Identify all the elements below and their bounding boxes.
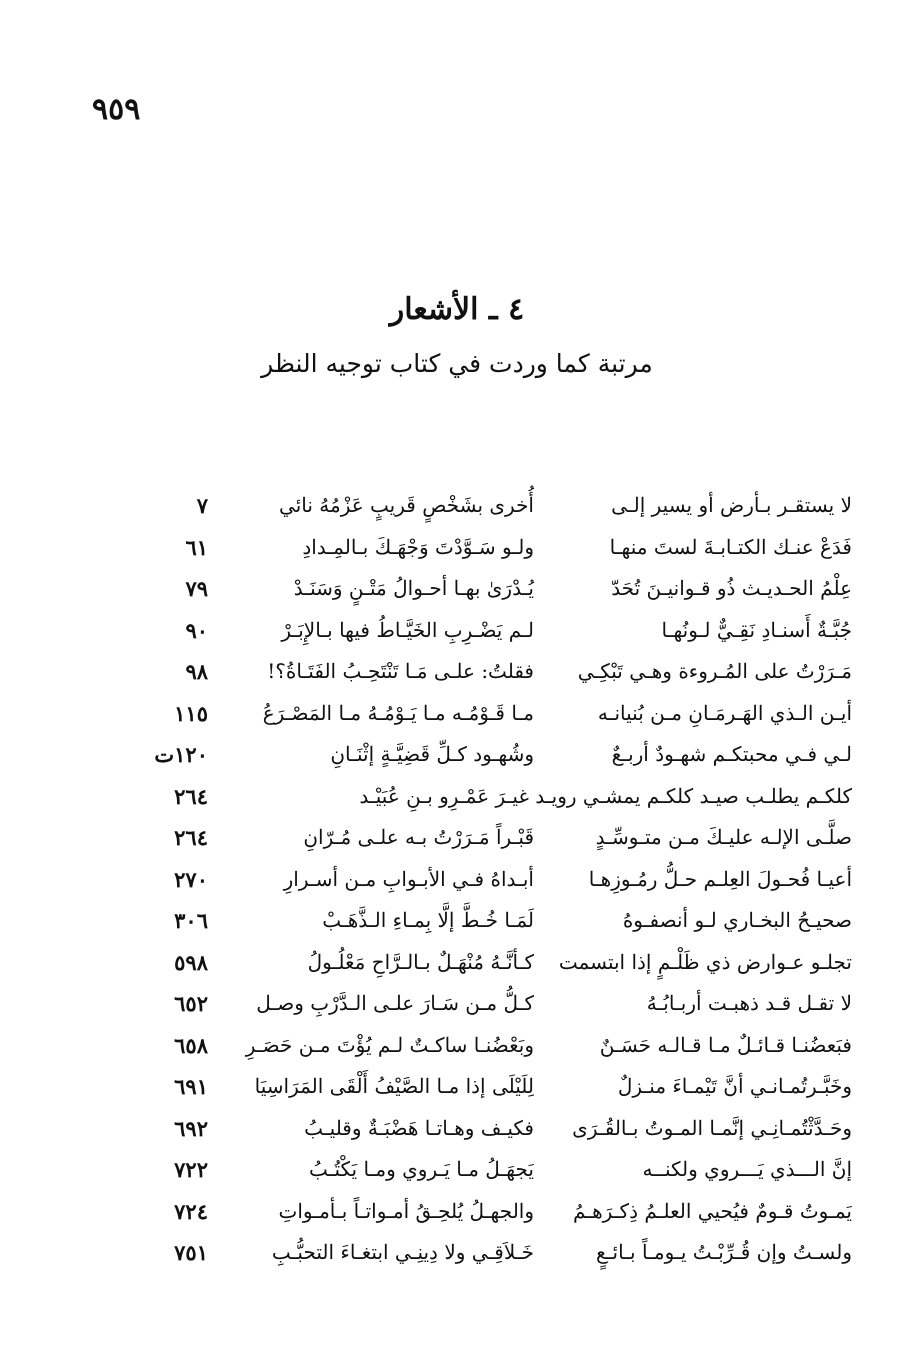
verse-page-reference: ٧٥١ <box>174 1240 208 1265</box>
verse-first-hemistich: تجلـو عـوارض ذي ظَلْـمٍ إذا ابتسمت <box>558 949 852 974</box>
verse-first-hemistich: لا تقـل قـد ذهبـت أربـابُـهُ <box>646 991 852 1015</box>
verse-second-hemistich: خَـلاَقِـي ولا دِينِـي ابتغـاءَ التحبُّـبِ <box>271 1240 534 1264</box>
verse-first-hemistich: ولسـتُ وإن قُـرِّبْـتُ يـومـاً بـائـعٍ <box>596 1240 852 1264</box>
verse-row <box>0 651 914 693</box>
verse-second-hemistich: لِلَيْلَى إذا مـا الصَّيْفُ أَلْقَى المَرَاسِيَا <box>254 1074 534 1098</box>
verse-page-reference: ٧٢٤ <box>174 1198 208 1224</box>
verse-row <box>0 1232 914 1274</box>
verse-first-hemistich: صحيـحُ البخـاري لـو أنصفـوهُ <box>622 908 852 932</box>
section-subtitle: مرتبة كما وردت في كتاب توجيه النظر <box>261 349 653 378</box>
verse-first-hemistich: أيـن الـذي الهَـرمَـانِ مـن بُنيانـه <box>597 700 852 725</box>
verse-page-reference: ٩٠ <box>185 617 208 643</box>
verse-first-hemistich: أعيـا فُحـولَ العِلـم حـلُّ رمُـوزِهـا <box>588 866 852 891</box>
verse-row <box>0 1108 914 1150</box>
verse-second-hemistich: والجهـلُ يُلحِـقُ أمـواتـاً بـأمـواتِ <box>278 1198 534 1223</box>
verse-row <box>0 817 914 859</box>
verse-first-hemistich: جُبَّـةٌ أَسنـادِ نَقِـيٌّ لـونُهـا <box>661 617 852 642</box>
verse-page-reference: ٧٢٢ <box>174 1157 208 1182</box>
verse-row <box>0 1066 914 1108</box>
verse-first-hemistich: لـي فـي محبتكـم شهـودٌ أربـعٌ <box>611 742 852 766</box>
verse-row <box>0 1149 914 1191</box>
section-heading <box>0 288 914 384</box>
verse-page-reference: ٢٦٤ <box>174 783 208 809</box>
verse-second-hemistich: لَمَـا خُـطَّ إلَّا بِمـاءِ الـذَّهَـبْ <box>322 908 534 932</box>
verse-page-reference: ١٢٠ت <box>154 742 208 767</box>
verse-first-hemistich: لا يستقـر بـأرض أو يسير إلـى <box>611 493 852 517</box>
verse-first-hemistich: فَدَعْ عنـك الكتـابـةَ لستَ منهـا <box>609 534 852 559</box>
verse-page-reference: ٩٨ <box>185 659 208 684</box>
verse-page-reference: ٢٦٤ <box>174 825 208 850</box>
verse-row <box>0 1191 914 1233</box>
verse-second-hemistich: وبَعْضُنـا ساكـتٌ لـم يُؤْتَ مـن حَصَـرِ <box>245 1032 534 1057</box>
verse-second-hemistich: وشُهـود كـلِّ قَضِيَّـةٍ إثْنَـانِ <box>330 742 534 766</box>
verse-second-hemistich: أُخرى بشَخْصٍ قَريبٍ عَزْمُهُ نائي <box>279 493 534 517</box>
verse-page-reference: ٦٥٢ <box>174 991 208 1016</box>
verse-index <box>0 485 914 1274</box>
verse-page-reference: ٢٧٠ <box>174 866 208 892</box>
verse-first-hemistich: صلَّـى الإلـه عليـكَ مـن متـوسِّـدٍ <box>595 825 852 849</box>
verse-page-reference: ٦٩١ <box>174 1074 208 1099</box>
verse-second-hemistich: لـم يَضْـرِبِ الخَيَّـاطُ فيها بـالإِبَـرْ <box>281 617 534 642</box>
verse-second-hemistich: فقلتُ: علـى مَـا تَنْتَحِـبُ الفَتَـاةُ؟! <box>267 659 534 683</box>
verse-second-hemistich: كـلُّ مـن سَـارَ علـى الـدَّرْبِ وصـل <box>256 991 534 1015</box>
verse-row <box>0 527 914 569</box>
verse-second-hemistich: يُـدْرَىٰ بهـا أحـوالُ مَتْـنٍ وَسَنَـدْ <box>293 576 534 600</box>
verse-second-hemistich: ولـو سَـوَّدْتَ وَجْهَـكَ بـالمِـدادِ <box>302 534 534 559</box>
verse-row <box>0 900 914 942</box>
verse-first-hemistich: عِلْمُ الحـديـث ذُو قـوانيـنَ تُحَدّ <box>611 576 852 600</box>
verse-row <box>0 485 914 527</box>
verse-second-hemistich: فكيـف وهـاتـا هَضْبَـةٌ وقليـبُ <box>304 1115 534 1140</box>
verse-row <box>0 693 914 735</box>
verse-row <box>0 776 914 818</box>
verse-row <box>0 942 914 984</box>
verse-page-reference: ١١٥ <box>174 700 208 726</box>
verse-page-reference: ٦١ <box>185 534 208 560</box>
section-title: ٤ ـ الأشعار <box>389 292 525 327</box>
verse-first-hemistich: وحَـدَّثْتُمـانِـي إنَّمـا المـوتُ بـالقُـرَى <box>572 1115 852 1140</box>
verse-page-reference: ٣٠٦ <box>174 908 208 933</box>
verse-first-hemistich: إنَّ الـــذي يَـــروي ولكنــه <box>642 1157 852 1181</box>
verse-page-reference: ٧ <box>196 493 208 518</box>
verse-page-reference: ٧٩ <box>185 576 208 601</box>
verse-row <box>0 610 914 652</box>
verse-row <box>0 859 914 901</box>
verse-row <box>0 734 914 776</box>
verse-row <box>0 568 914 610</box>
verse-page-reference: ٦٥٨ <box>174 1032 208 1058</box>
verse-first-hemistich: مَـرَرْتُ على المُـروءة وهـي تَبْكِـي <box>577 659 852 683</box>
verse-second-hemistich: مـا قَـوْمُـه مـا يَـوْمُـهُ مـا المَصْـرَعُ <box>262 700 534 725</box>
verse-first-hemistich: وخَبَّـرتُمـانـي أنَّ تَيْمـاءَ منـزلٌ <box>617 1074 852 1098</box>
verse-first-hemistich: يَمـوتُ قـومٌ فيُحيي العلـمُ ذِكـرَهـمُ <box>572 1198 852 1223</box>
verse-first-hemistich: فبَعضُنـا قـائـلٌ مـا قـالـه حَسَـنٌ <box>599 1032 852 1057</box>
verse-second-hemistich: يَجهَـلُ مـا يَـروي ومـا يَكْتُـبُ <box>308 1157 534 1181</box>
verse-full-line: كلكـم يطلـب صيـد كلكـم يمشـي رويـد غيـرَ عَمْـرِو بـنِ عُبَيْـد <box>359 783 852 808</box>
page-number: ٩٥٩ <box>92 92 141 127</box>
verse-row <box>0 1025 914 1067</box>
verse-page-reference: ٥٩٨ <box>174 949 208 975</box>
verse-page-reference: ٦٩٢ <box>174 1115 208 1141</box>
verse-row <box>0 983 914 1025</box>
verse-second-hemistich: أبـداهُ فـي الأبـوابِ مـن أسـرارِ <box>283 866 534 891</box>
verse-second-hemistich: كـأنَّـهُ مُنْهَـلٌ بـالـرَّاحِ مَعْلُـولُ <box>307 949 534 974</box>
verse-second-hemistich: قَبْـراً مَـرَرْتُ بـه علـى مُـرّانِ <box>303 825 534 849</box>
